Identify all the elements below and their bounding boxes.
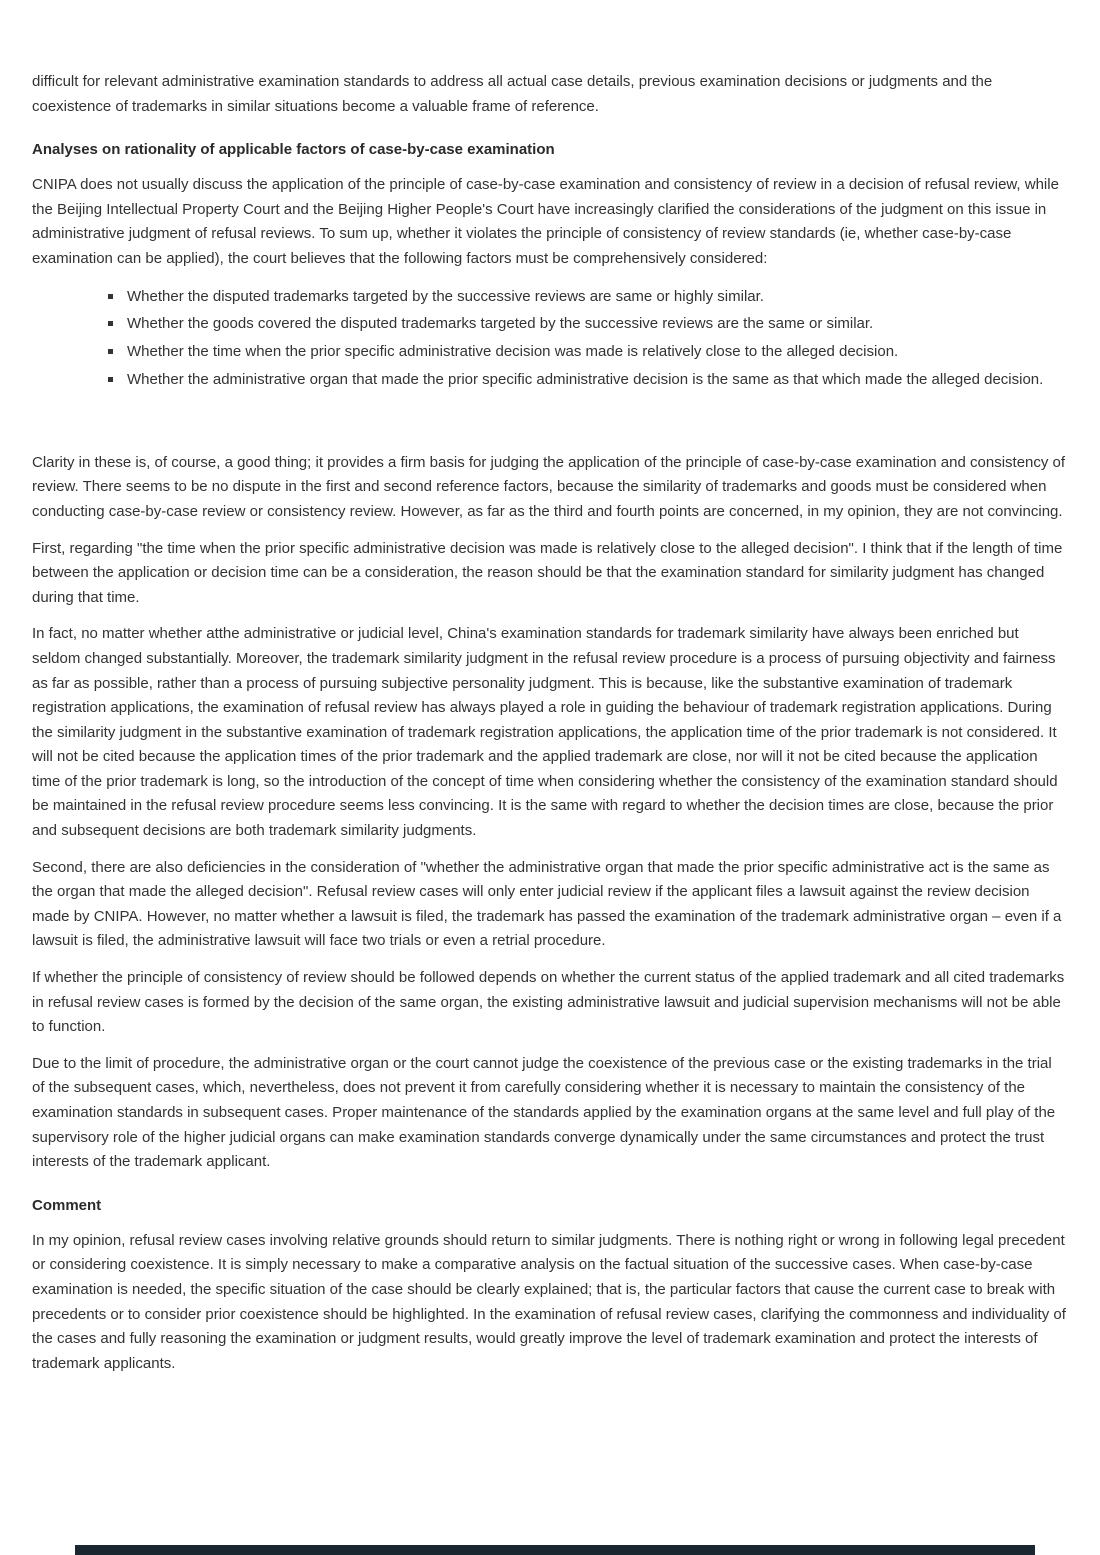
comment-heading: Comment: [32, 1196, 102, 1214]
body-paragraph: In fact, no matter whether atthe administrative or judicial level, China's examination standards for trademark similarity have always been enriched but seldom changed substantially. Moreover, the trademark similarity judgment in the refusal review procedure is a process of pursuing objectivity and fairness as far as possible, rather than a process of pursuing subjective personality judgment. This is because, like the substantive examination of trademark registration applications, the examination of refusal review has always played a role in guiding the behaviour of trademark registration applications. During the similarity judgment in the substantive examination of trademark registration applications, the application time of the prior trademark is not considered. It will not be cited because the application times of the prior trademark and the applied trademark are close, nor will it not be cited because the application time of the prior trademark is long, so the introduction of the concept of time when considering whether the consistency of the examination standard should be maintained in the refusal review procedure seems less convincing. It is the same with regard to whether the decision times are close, because the prior and subsequent decisions are both trademark similarity judgments.: [32, 625, 1058, 840]
factor-list: [32, 284, 1066, 393]
analyses-heading: Analyses on rationality of applicable factors of case-by-case examination: [32, 141, 555, 159]
body-paragraph: Clarity in these is, of course, a good thing; it provides a firm basis for judging the application of the principle of case-by-case examination and consistency of review. There seems to be no dispute in the first and second reference factors, because the similarity of trademarks and goods must be considered when conducting case-by-case review or consistency review. However, as far as the third and fourth points are concerned, in my opinion, they are not convincing.: [32, 453, 1066, 520]
factor-item: Whether the administrative organ that made the prior specific administrative decision is the same as that which made the alleged decision.: [108, 367, 1066, 393]
comment-paragraph: In my opinion, refusal review cases involving relative grounds should return to similar judgments. There is nothing right or wrong in following legal precedent or considering coexistence. It is simply necessary to make a comparative analysis on the factual situation of the successive cases. When case-by-case examination is needed, the specific situation of the case should be clearly explained; that is, the particular factors that cause the current case to break with precedents or to consider prior coexistence should be highlighted. In the examination of refusal review cases, clarifying the commonness and individuality of the cases and fully reasoning the examination or judgment results, would greatly improve the level of trademark examination and protect the interests of trademark applicants.: [32, 1231, 1066, 1372]
body-paragraph: If whether the principle of consistency of review should be followed depends on whether the current status of the applied trademark and all cited trademarks in refusal review cases is formed by the decision of the same organ, the existing administrative lawsuit and judicial supervision mechanisms will not be able to function.: [32, 969, 1065, 1036]
factor-item: Whether the time when the prior specific administrative decision was made is relatively close to the alleged decision.: [108, 339, 1066, 365]
intro-paragraph: difficult for relevant administrative examination standards to address all actual case details, previous examination decisions or judgments and the coexistence of trademarks in similar situations become a valuable frame of reference.: [32, 73, 993, 115]
body-paragraph: Due to the limit of procedure, the administrative organ or the court cannot judge the coexistence of the previous case or the existing trademarks in the trial of the subsequent cases, which, nevertheless, does not prevent it from carefully considering whether it is necessary to maintain the consistency of the examination standards in subsequent cases. Proper maintenance of the standards applied by the examination organs at the same level and full play of the supervisory role of the higher judicial organs can make examination standards converge dynamically under the same circumstances and protect the trust interests of the trademark applicant.: [32, 1054, 1056, 1171]
body-paragraph: First, regarding "the time when the prior specific administrative decision was made is relatively close to the alleged decision". I think that if the length of time between the application or decision time can be a consideration, the reason should be that the examination standard for similarity judgment has changed during that time.: [32, 539, 1063, 606]
footer-bar: [75, 1545, 1035, 1555]
factor-item: Whether the disputed trademarks targeted by the successive reviews are same or highly similar.: [108, 284, 1066, 310]
analyses-lead-paragraph: CNIPA does not usually discuss the application of the principle of case-by-case examination and consistency of review in a decision of refusal review, while the Beijing Intellectual Property Court and the Beijing Higher People's Court have increasingly clarified the considerations of the judgment on this issue in administrative judgment of refusal reviews. To sum up, whether it violates the principle of consistency of review standards (ie, whether case-by-case examination can be applied), the court believes that the following factors must be comprehensively considered:: [32, 176, 1059, 267]
factor-item: Whether the goods covered the disputed trademarks targeted by the successive reviews are the same or similar.: [108, 311, 1066, 337]
body-paragraph: Second, there are also deficiencies in the consideration of "whether the administrative organ that made the prior specific administrative act is the same as the organ that made the alleged decision". Refusal review cases will only enter judicial review if the applicant files a lawsuit against the review decision made by CNIPA. However, no matter whether a lawsuit is filed, the trademark has passed the examination of the trademark administrative organ – even if a lawsuit is filed, the administrative lawsuit will face two trials or even a retrial procedure.: [32, 858, 1062, 950]
